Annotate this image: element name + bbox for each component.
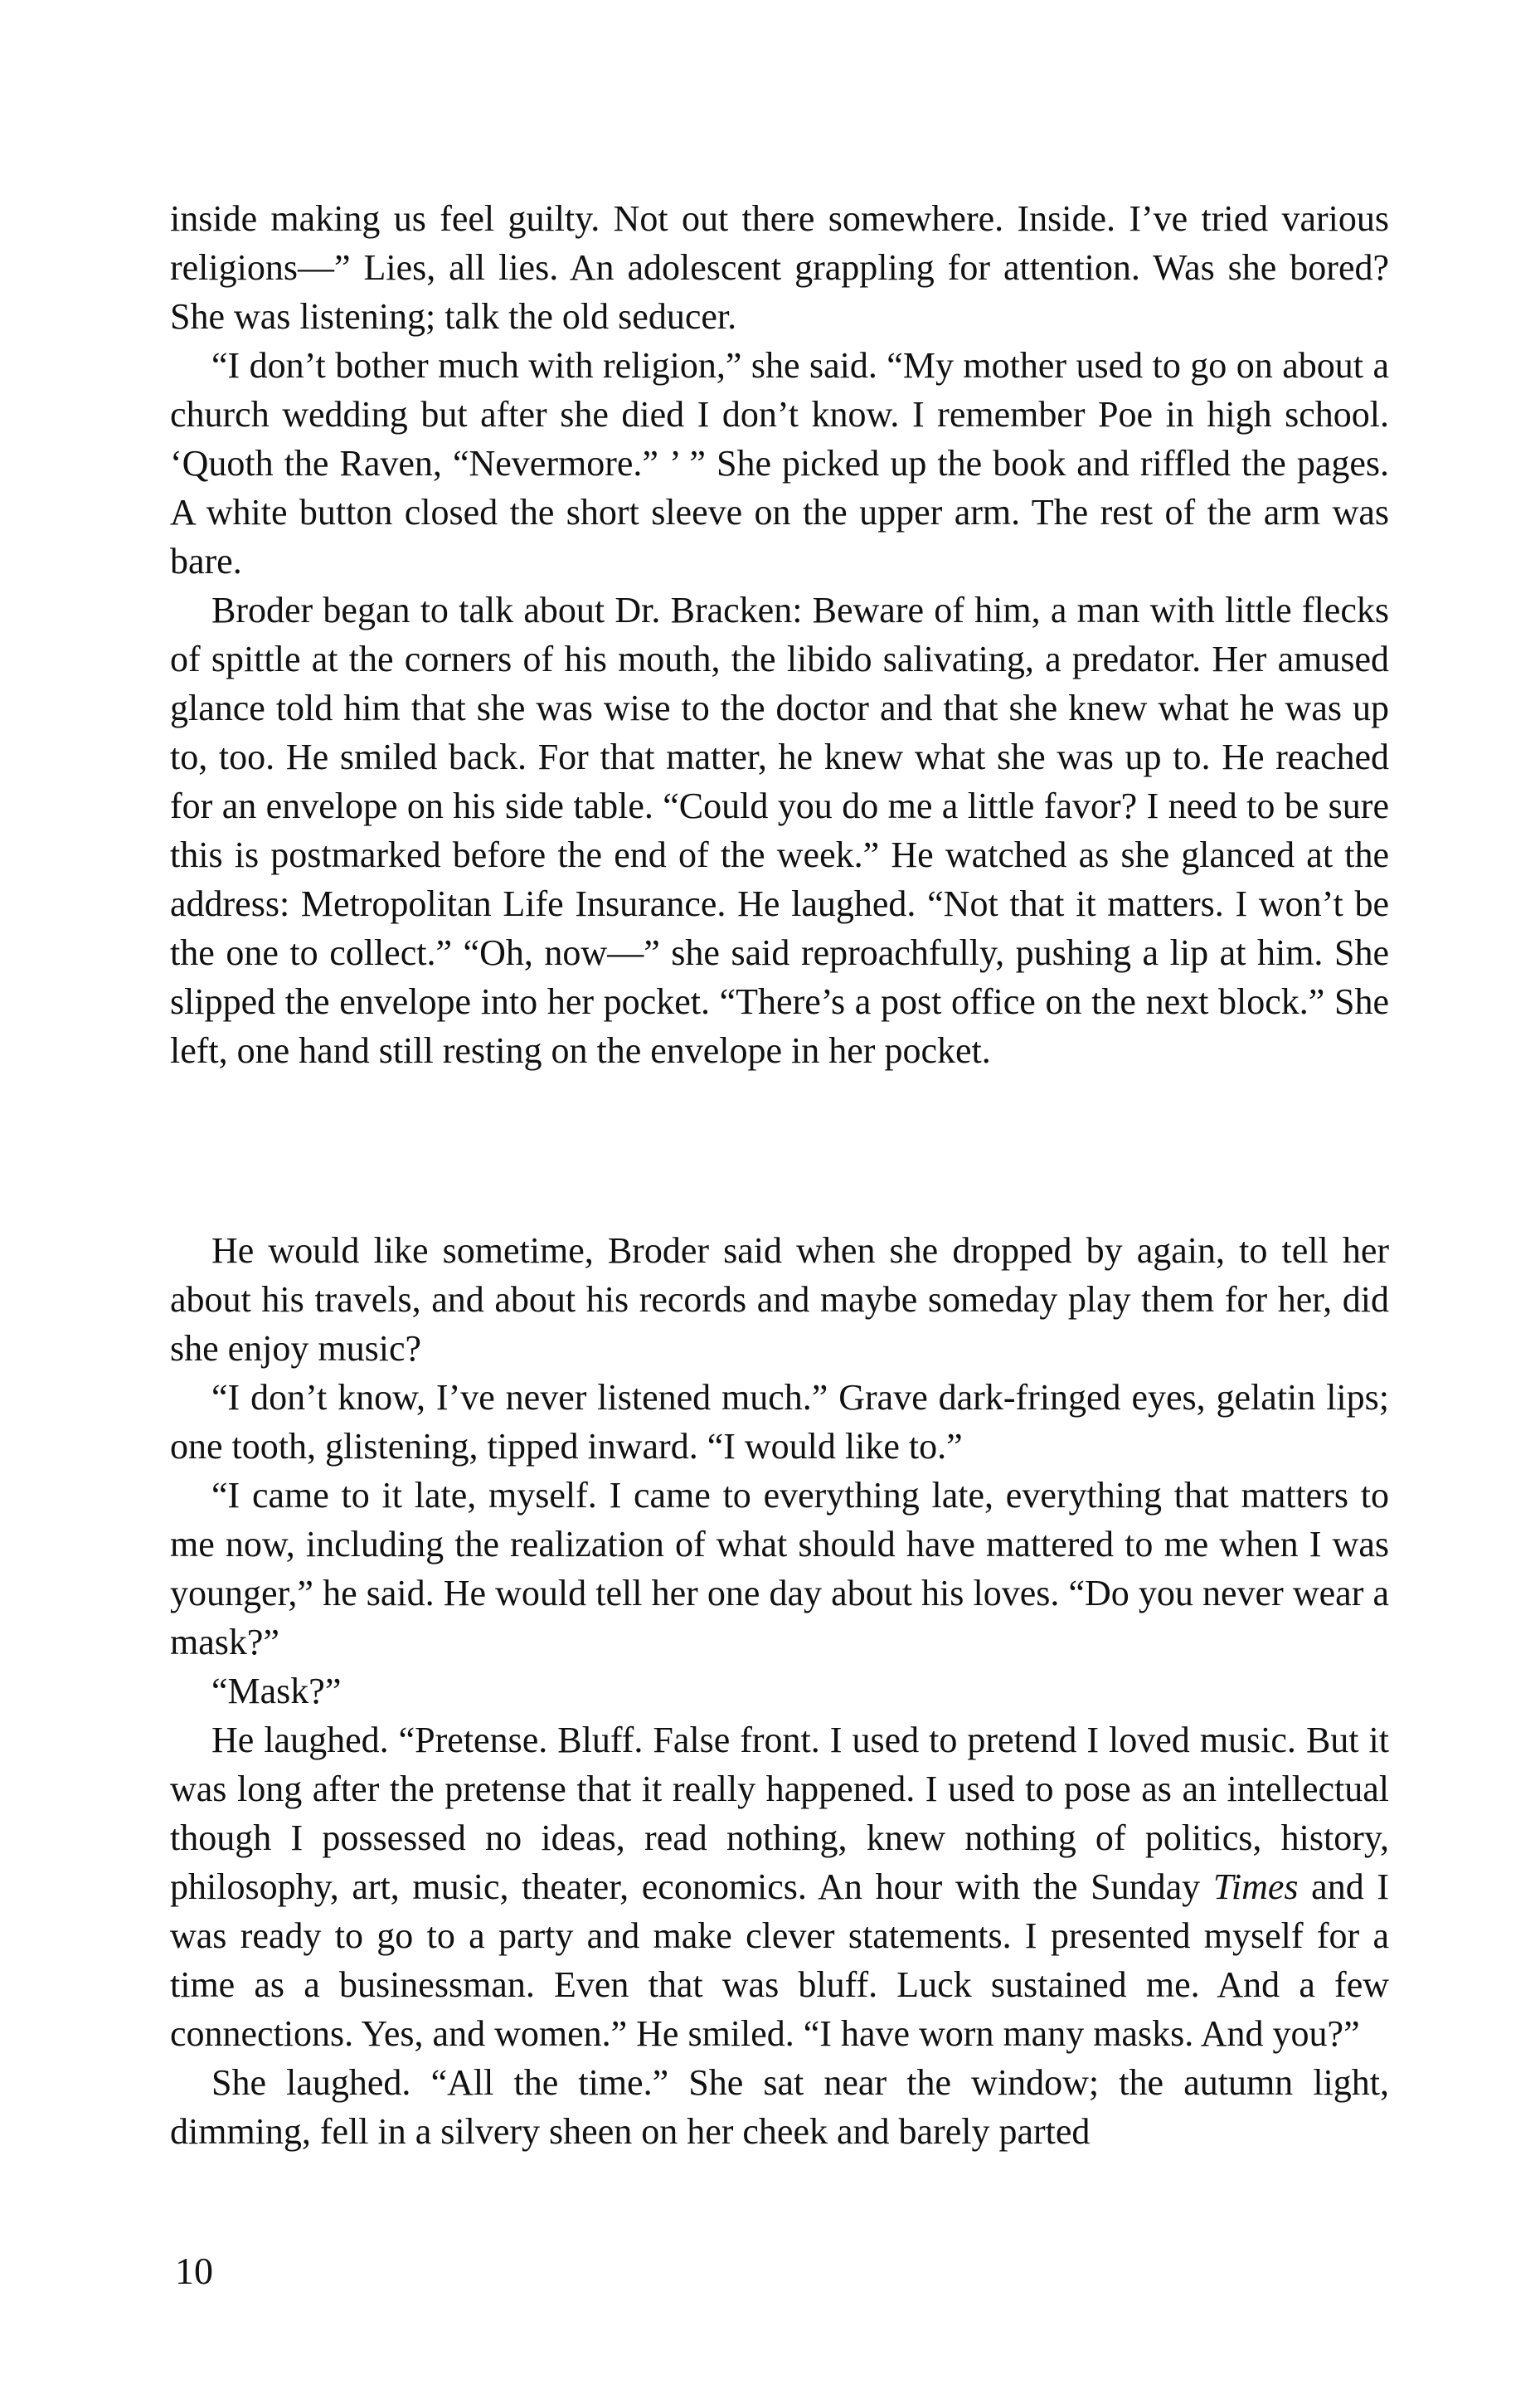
paragraph: She laughed. “All the time.” She sat near the window; the autumn light, dimming, fell in a silvery sheen on her cheek and barely parted: [170, 2062, 1389, 2152]
paragraph: He would like sometime, Broder said when she dropped by again, to tell her about his travels, and about his records and maybe someday play them for her, did she enjoy music?: [170, 1230, 1389, 1369]
paragraph: “Mask?”: [211, 1671, 342, 1711]
paragraph: [170, 1715, 1389, 2058]
paragraph: “I came to it late, myself. I came to everything late, everything that matters to me now, including the realization of what should have mattered to me when I was younger,” he said. He would tell her one day about his loves. “Do you never wear a mask?”: [170, 1475, 1389, 1662]
paragraph-text: and I was ready to go to a party and make clever statements. I presented myself for a time as a businessman. Even that was bluff. Luck sustained me. And a few connections. Yes, and women.” He smiled. “I have worn many masks. And you?”: [170, 1866, 1390, 2054]
paragraph: Broder began to talk about Dr. Bracken: Beware of him, a man with little flecks of spittle at the corners of his mouth, the libido salivating, a predator. Her amused glance told him that she was wise to the doctor and that she knew what he was up to, too. He smiled back. For that matter, he knew what she was up to. He reached for an envelope on his side table. “Could you do me a little favor? I need to be sure this is postmarked before the end of the week.” He watched as she glanced at the address: Metropolitan Life Insurance. He laughed. “Not that it matters. I won’t be the one to collect.” “Oh, now—” she said reproachfully, pushing a lip at him. She slipped the envelope into her pocket. “There’s a post office on the next block.” She left, one hand still resting on the envelope in her pocket.: [170, 590, 1389, 1071]
paragraph: “I don’t know, I’ve never listened much.” Grave dark-fringed eyes, gelatin lips; one tooth, glistening, tipped inward. “I would like to.”: [170, 1377, 1389, 1467]
paragraph: “I don’t bother much with religion,” she said. “My mother used to go on about a church wedding but after she died I don’t know. I remember Poe in high school. ‘Quoth the Raven, “Nevermore.” ’ ” She picked up the book and riffled the pages. A white button closed the short sleeve on the upper arm. The rest of the arm was bare.: [170, 345, 1389, 582]
paragraph: inside making us feel guilty. Not out there somewhere. Inside. I’ve tried various religions—” Lies, all lies. An adolescent grappling for attention. Was she bored? She was listening; talk the old seducer.: [170, 198, 1389, 337]
paragraph-text: He laughed. “Pretense. Bluff. False front. I used to pretend I loved music. But it was long after the pretense that it really happened. I used to pose as an intellectual though I possessed no ideas, read nothing, knew nothing of politics, history, philosophy, art, music, theater, economics. An hour with the Sunday: [170, 1720, 1389, 1907]
italic-title: Times: [1212, 1866, 1299, 1907]
text-section-1: [170, 194, 1389, 1075]
text-section-2: [170, 1226, 1389, 2156]
page-number: 10: [175, 2250, 213, 2292]
